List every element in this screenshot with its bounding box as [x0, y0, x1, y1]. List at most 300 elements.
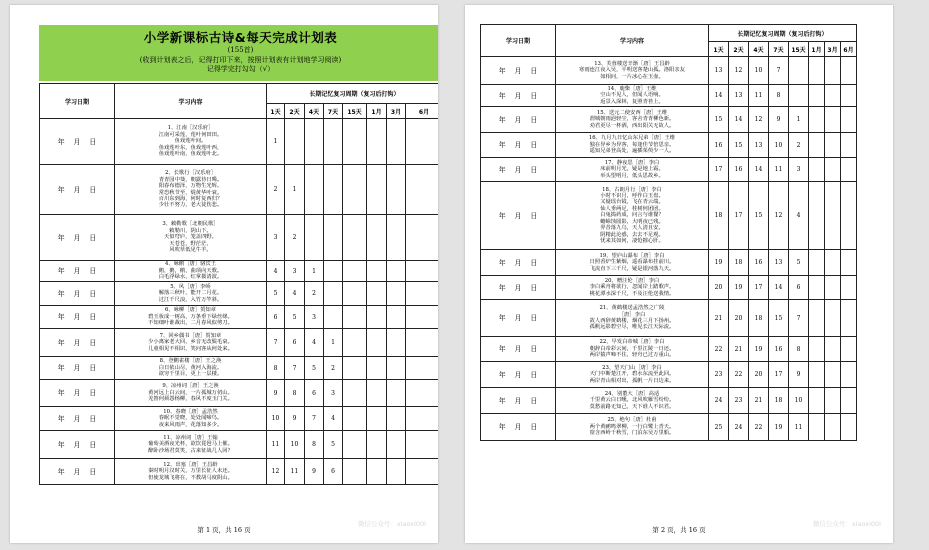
table-row [481, 276, 857, 300]
review-check-cell[interactable] [809, 85, 825, 107]
review-check-cell[interactable]: 6 [324, 459, 343, 485]
table-row [40, 215, 439, 261]
review-check-cell[interactable] [841, 362, 857, 388]
review-check-cell[interactable]: 2 [789, 133, 809, 158]
review-check-cell[interactable]: 15 [709, 107, 729, 133]
review-check-cell[interactable]: 17 [709, 158, 729, 182]
review-check-cell[interactable] [367, 431, 387, 459]
review-check-cell[interactable]: 9 [285, 407, 305, 431]
table-row [481, 57, 857, 85]
review-check-cell[interactable]: 3 [789, 158, 809, 182]
review-check-cell[interactable]: 25 [709, 414, 729, 441]
review-check-cell[interactable]: 7 [305, 407, 324, 431]
study-date-cell: 年 月 日 [481, 250, 556, 276]
review-check-cell[interactable] [809, 133, 825, 158]
poem-content-cell: 12、出塞［唐］王昌龄 秦时明月汉时关，万里长征人未还。 但使龙城飞将在，不教胡马度阴山。 [115, 459, 267, 485]
review-check-cell[interactable] [343, 261, 367, 282]
poem-content-cell: 23、望天门山［唐］李白 天门中断楚江开，碧水东流至此回。 两岸青山相对出，孤帆一片日边来。 [556, 362, 709, 388]
review-check-cell[interactable] [367, 306, 387, 329]
review-check-cell[interactable]: 14 [769, 276, 789, 300]
review-check-cell[interactable] [387, 282, 406, 306]
table-row [481, 107, 857, 133]
review-check-cell[interactable]: 8 [305, 431, 324, 459]
study-date-cell: 年 月 日 [40, 329, 115, 357]
poem-content-cell: 17、静夜思［唐］李白 床前明月光，疑是地上霜。 举头望明月，低头思故乡。 [556, 158, 709, 182]
review-check-cell[interactable]: 10 [789, 388, 809, 414]
poem-content-cell: 13、芙蓉楼送辛渐［唐］王昌龄 寒雨连江夜入吴，平明送客楚山孤。洛阳亲友 如相问，一片冰心在玉壶。 [556, 57, 709, 85]
review-check-cell[interactable] [809, 276, 825, 300]
review-check-cell[interactable]: 15 [729, 133, 749, 158]
table-row [40, 306, 439, 329]
day-column-header: 6月 [406, 104, 439, 119]
review-check-cell[interactable] [367, 407, 387, 431]
plan-title: 小学新课标古诗&每天完成计划表 [143, 30, 338, 45]
review-check-cell[interactable] [406, 282, 439, 306]
review-check-cell[interactable] [841, 300, 857, 337]
table-row [40, 407, 439, 431]
review-check-cell[interactable] [367, 261, 387, 282]
review-check-cell[interactable]: 17 [729, 182, 749, 250]
study-date-cell: 年 月 日 [481, 300, 556, 337]
review-check-cell[interactable] [324, 306, 343, 329]
review-check-cell[interactable]: 12 [749, 107, 769, 133]
day-column-header: 2天 [285, 104, 305, 119]
review-check-cell[interactable] [809, 158, 825, 182]
review-check-cell[interactable]: 7 [789, 300, 809, 337]
review-check-cell[interactable] [343, 282, 367, 306]
review-check-cell[interactable] [367, 282, 387, 306]
review-check-cell[interactable]: 14 [749, 158, 769, 182]
review-check-cell[interactable]: 9 [267, 380, 285, 407]
table-row [481, 414, 857, 441]
review-check-cell[interactable] [367, 215, 387, 261]
review-check-cell[interactable] [367, 165, 387, 215]
review-check-cell[interactable]: 9 [305, 459, 324, 485]
poem-content-cell: 18、古朗月行［唐］李白 小时不识月，呼作白玉盘。 又疑瑶台镜，飞在青云端。 仙人垂两足，桂树何团团。 白兔捣药成，问言与谁餐？ 蟾蜍蚀圆影，大明夜已残。 羿昔落九乌，天人清且安。 阴精此沦惑，去去不足观。 忧来其如何，凄怆摧心肝。 [556, 182, 709, 250]
review-check-cell[interactable] [324, 165, 343, 215]
review-check-cell[interactable] [387, 165, 406, 215]
poem-count: (155首) [227, 46, 254, 54]
review-check-cell[interactable]: 13 [749, 133, 769, 158]
review-check-cell[interactable]: 18 [769, 388, 789, 414]
review-check-cell[interactable]: 13 [769, 250, 789, 276]
study-date-cell: 年 月 日 [481, 337, 556, 362]
day-column-header: 3月 [825, 42, 841, 57]
poem-content-cell: 21、黄鹤楼送孟浩然之广陵 ［唐］李白 故人西辞黄鹤楼，烟花三月下扬州。 孤帆远影碧空尽，唯见长江天际流。 [556, 300, 709, 337]
study-date-cell: 年 月 日 [481, 388, 556, 414]
poem-content-cell: 20、赠汪伦［唐］李白 李白乘舟将欲行，忽闻岸上踏歌声。 桃花潭水深千尺，不及汪伦送我情。 [556, 276, 709, 300]
poem-content-cell: 4、咏鹅［唐］骆宾王 鹅，鹅，鹅，曲项向天歌。 白毛浮绿水，红掌拨清波。 [115, 261, 267, 282]
review-check-cell[interactable] [841, 388, 857, 414]
review-check-cell[interactable] [825, 85, 841, 107]
review-check-cell[interactable] [841, 107, 857, 133]
review-check-cell[interactable] [406, 306, 439, 329]
review-check-cell[interactable] [825, 182, 841, 250]
review-check-cell[interactable] [343, 459, 367, 485]
table-row [481, 362, 857, 388]
review-check-cell[interactable] [825, 107, 841, 133]
review-check-cell[interactable] [825, 362, 841, 388]
review-check-cell[interactable]: 8 [285, 380, 305, 407]
table-row [40, 165, 439, 215]
review-check-cell[interactable]: 3 [324, 380, 343, 407]
review-check-cell[interactable]: 13 [709, 57, 729, 85]
table-row [481, 300, 857, 337]
review-check-cell[interactable]: 4 [267, 261, 285, 282]
review-check-cell[interactable] [825, 133, 841, 158]
poem-content-cell: 14、鹿柴［唐］王维 空山不见人，但闻人语响。 返景入深林，复照青苔上。 [556, 85, 709, 107]
plan-header [39, 25, 438, 81]
review-cycle-header: 长期记忆复习周期（复习后打钩） [709, 25, 857, 42]
table-row [481, 388, 857, 414]
review-check-cell[interactable]: 6 [285, 329, 305, 357]
study-date-cell: 年 月 日 [481, 133, 556, 158]
review-check-cell[interactable]: 14 [709, 85, 729, 107]
review-check-cell[interactable] [825, 250, 841, 276]
watermark: 微信公众号：xiaoxi00l [812, 520, 881, 528]
review-check-cell[interactable]: 5 [305, 357, 324, 380]
review-check-cell[interactable]: 24 [729, 414, 749, 441]
study-date-cell: 年 月 日 [481, 362, 556, 388]
table-row [40, 282, 439, 306]
review-check-cell[interactable]: 20 [709, 276, 729, 300]
study-date-cell: 年 月 日 [481, 414, 556, 441]
review-check-cell[interactable]: 9 [789, 362, 809, 388]
review-check-cell[interactable]: 9 [769, 107, 789, 133]
study-date-cell: 年 月 日 [40, 459, 115, 485]
content-column-header: 学习内容 [556, 25, 709, 57]
review-check-cell[interactable]: 8 [769, 85, 789, 107]
review-check-cell[interactable]: 7 [285, 357, 305, 380]
review-check-cell[interactable] [343, 306, 367, 329]
study-date-cell: 年 月 日 [40, 407, 115, 431]
day-column-header: 15天 [343, 104, 367, 119]
review-check-cell[interactable]: 15 [749, 182, 769, 250]
watermark: 微信公众号：xiaoxi00l [357, 520, 426, 528]
review-check-cell[interactable]: 19 [749, 337, 769, 362]
review-check-cell[interactable] [809, 57, 825, 85]
table-row [481, 337, 857, 362]
review-check-cell[interactable]: 21 [749, 388, 769, 414]
poem-content-cell: 22、早发白帝城［唐］李白 朝辞白帝彩云间，千里江陵一日还。 两岸猿声啼不住，轻舟已过万重山。 [556, 337, 709, 362]
review-check-cell[interactable]: 4 [285, 282, 305, 306]
review-check-cell[interactable] [809, 414, 825, 441]
review-check-cell[interactable]: 24 [709, 388, 729, 414]
review-check-cell[interactable]: 7 [769, 57, 789, 85]
table-row [481, 250, 857, 276]
poem-content-cell: 15、送元二使安西［唐］王维 渭城朝雨浥轻尘，客舍青青柳色新。 劝君更尽一杯酒，西出阳关无故人。 [556, 107, 709, 133]
poem-content-cell: 8、登鹳雀楼［唐］王之涣 白日依山尽，黄河入海流。 欲穷千里目，更上一层楼。 [115, 357, 267, 380]
review-check-cell[interactable] [841, 158, 857, 182]
page-footer: 第 2 页，共 16 页 [652, 526, 706, 534]
review-check-cell[interactable] [305, 165, 324, 215]
review-check-cell[interactable] [343, 431, 367, 459]
review-check-cell[interactable]: 8 [267, 357, 285, 380]
review-check-cell[interactable]: 4 [305, 329, 324, 357]
review-check-cell[interactable] [305, 119, 324, 165]
study-date-cell: 年 月 日 [40, 357, 115, 380]
review-check-cell[interactable] [825, 388, 841, 414]
review-check-cell[interactable]: 2 [285, 215, 305, 261]
review-check-cell[interactable] [343, 119, 367, 165]
review-check-cell[interactable] [841, 276, 857, 300]
table-row [40, 357, 439, 380]
poem-content-cell: 3、敕勒歌［北朝民歌］ 敕勒川，阴山下。 天似穹庐，笼盖四野。 天苍苍，野茫茫， 风吹草低见牛羊。 [115, 215, 267, 261]
review-check-cell[interactable]: 8 [789, 337, 809, 362]
review-check-cell[interactable] [809, 107, 825, 133]
review-check-cell[interactable] [789, 57, 809, 85]
review-check-cell[interactable] [809, 300, 825, 337]
review-check-cell[interactable] [387, 261, 406, 282]
review-check-cell[interactable]: 1 [324, 329, 343, 357]
date-column-header: 学习日期 [40, 84, 115, 119]
day-column-header: 15天 [789, 42, 809, 57]
review-check-cell[interactable] [825, 57, 841, 85]
review-check-cell[interactable]: 10 [267, 407, 285, 431]
content-column-header: 学习内容 [115, 84, 267, 119]
poem-content-cell: 9、凉州词［唐］王之涣 黄河远上白云间，一片孤城万仞山。 羌笛何须怨杨柳，春风不度玉门关。 [115, 380, 267, 407]
review-check-cell[interactable]: 1 [305, 261, 324, 282]
review-check-cell[interactable] [367, 380, 387, 407]
review-check-cell[interactable]: 5 [789, 250, 809, 276]
table-row [40, 459, 439, 485]
review-check-cell[interactable] [841, 85, 857, 107]
poem-content-cell: 5、风［唐］李峤 解落三秋叶，能开二月花。 过江千尺浪，入竹万竿斜。 [115, 282, 267, 306]
review-check-cell[interactable] [305, 215, 324, 261]
review-check-cell[interactable] [387, 380, 406, 407]
review-check-cell[interactable] [387, 357, 406, 380]
study-date-cell: 年 月 日 [40, 165, 115, 215]
review-check-cell[interactable] [825, 158, 841, 182]
day-column-header: 1天 [267, 104, 285, 119]
review-check-cell[interactable]: 2 [305, 282, 324, 306]
review-check-cell[interactable] [387, 431, 406, 459]
day-column-header: 4天 [305, 104, 324, 119]
review-check-cell[interactable]: 17 [749, 276, 769, 300]
review-check-cell[interactable]: 5 [267, 282, 285, 306]
review-check-cell[interactable] [406, 431, 439, 459]
review-check-cell[interactable]: 18 [749, 300, 769, 337]
review-check-cell[interactable] [324, 215, 343, 261]
review-check-cell[interactable]: 5 [324, 431, 343, 459]
review-check-cell[interactable] [387, 215, 406, 261]
day-column-header: 4天 [749, 42, 769, 57]
review-check-cell[interactable] [324, 282, 343, 306]
review-check-cell[interactable]: 5 [285, 306, 305, 329]
review-check-cell[interactable] [841, 337, 857, 362]
review-check-cell[interactable]: 18 [729, 250, 749, 276]
day-column-header: 3月 [387, 104, 406, 119]
review-check-cell[interactable] [809, 182, 825, 250]
review-check-cell[interactable] [825, 337, 841, 362]
review-check-cell[interactable] [387, 306, 406, 329]
study-date-cell: 年 月 日 [481, 107, 556, 133]
review-check-cell[interactable] [825, 414, 841, 441]
review-check-cell[interactable]: 12 [267, 459, 285, 485]
review-check-cell[interactable] [343, 407, 367, 431]
review-check-cell[interactable] [367, 357, 387, 380]
review-check-cell[interactable]: 20 [749, 362, 769, 388]
review-check-cell[interactable] [406, 119, 439, 165]
review-check-cell[interactable]: 1 [285, 165, 305, 215]
review-check-cell[interactable]: 22 [729, 362, 749, 388]
review-check-cell[interactable] [367, 119, 387, 165]
review-check-cell[interactable]: 10 [769, 133, 789, 158]
review-check-cell[interactable]: 10 [285, 431, 305, 459]
review-check-cell[interactable] [387, 407, 406, 431]
review-check-cell[interactable] [841, 182, 857, 250]
review-check-cell[interactable] [343, 357, 367, 380]
table-row [481, 85, 857, 107]
poem-content-cell: 25、绝句［唐］杜甫 两个黄鹂鸣翠柳，一行白鹭上青天。 窗含西岭千秋雪，门泊东吴万里船。 [556, 414, 709, 441]
review-check-cell[interactable]: 16 [709, 133, 729, 158]
review-check-cell[interactable]: 11 [267, 431, 285, 459]
review-check-cell[interactable] [406, 357, 439, 380]
review-check-cell[interactable]: 22 [709, 337, 729, 362]
review-check-cell[interactable]: 7 [267, 329, 285, 357]
date-column-header: 学习日期 [481, 25, 556, 57]
review-check-cell[interactable]: 12 [769, 182, 789, 250]
review-check-cell[interactable] [285, 119, 305, 165]
review-check-cell[interactable]: 16 [729, 158, 749, 182]
review-check-cell[interactable]: 14 [729, 107, 749, 133]
review-check-cell[interactable]: 13 [729, 85, 749, 107]
review-check-cell[interactable]: 16 [749, 250, 769, 276]
poem-content-cell: 19、望庐山瀑布［唐］李白 日照香炉生紫烟，遥看瀑布挂前川。 飞流直下三千尺，疑是银河落九天。 [556, 250, 709, 276]
review-check-cell[interactable]: 21 [729, 337, 749, 362]
poem-content-cell: 11、凉州词［唐］王翰 葡萄美酒夜光杯，欲饮琵琶马上催。 醉卧沙场君莫笑，古来征战几人回？ [115, 431, 267, 459]
review-check-cell[interactable]: 4 [789, 182, 809, 250]
review-check-cell[interactable]: 22 [749, 414, 769, 441]
review-check-cell[interactable] [367, 329, 387, 357]
review-check-cell[interactable] [343, 329, 367, 357]
table-row [40, 119, 439, 165]
review-check-cell[interactable]: 6 [267, 306, 285, 329]
review-check-cell[interactable]: 19 [729, 276, 749, 300]
review-check-cell[interactable]: 20 [729, 300, 749, 337]
table-row [481, 158, 857, 182]
review-check-cell[interactable] [367, 459, 387, 485]
review-check-cell[interactable]: 11 [285, 459, 305, 485]
review-check-cell[interactable] [789, 85, 809, 107]
review-check-cell[interactable] [343, 165, 367, 215]
review-check-cell[interactable] [387, 119, 406, 165]
page-footer: 第 1 页，共 16 页 [197, 526, 251, 534]
review-check-cell[interactable] [343, 380, 367, 407]
document-page-1 [10, 5, 438, 543]
review-check-cell[interactable]: 18 [709, 182, 729, 250]
review-check-cell[interactable] [387, 459, 406, 485]
review-check-cell[interactable] [406, 329, 439, 357]
study-date-cell: 年 月 日 [40, 282, 115, 306]
day-column-header: 7天 [769, 42, 789, 57]
review-check-cell[interactable] [343, 215, 367, 261]
review-check-cell[interactable] [825, 276, 841, 300]
study-date-cell: 年 月 日 [40, 215, 115, 261]
review-check-cell[interactable]: 6 [789, 276, 809, 300]
review-check-cell[interactable]: 11 [789, 414, 809, 441]
review-check-cell[interactable]: 15 [769, 300, 789, 337]
poem-content-cell: 2、长歌行［汉乐府］ 青青园中葵，朝露待日晞。 阳春布德泽，万物生光辉。 常恐秋节至，焜黄华叶衰。 百川东到海，何时复西归？ 少壮不努力，老大徒伤悲。 [115, 165, 267, 215]
review-check-cell[interactable]: 19 [709, 250, 729, 276]
review-check-cell[interactable]: 2 [324, 357, 343, 380]
table-row [481, 133, 857, 158]
review-check-cell[interactable] [841, 57, 857, 85]
review-check-cell[interactable]: 4 [324, 407, 343, 431]
review-check-cell[interactable] [841, 250, 857, 276]
study-date-cell: 年 月 日 [40, 380, 115, 407]
review-check-cell[interactable] [387, 329, 406, 357]
review-check-cell[interactable]: 3 [285, 261, 305, 282]
review-check-cell[interactable]: 23 [729, 388, 749, 414]
poem-content-cell: 24、别董大［唐］高适 千里黄云白日曛，北风吹雁雪纷纷。 莫愁前路无知己，天下谁人不识君。 [556, 388, 709, 414]
review-check-cell[interactable]: 23 [709, 362, 729, 388]
study-date-cell: 年 月 日 [40, 261, 115, 282]
review-check-cell[interactable]: 19 [769, 414, 789, 441]
review-check-cell[interactable]: 3 [267, 215, 285, 261]
study-date-cell: 年 月 日 [481, 182, 556, 250]
review-check-cell[interactable]: 1 [267, 119, 285, 165]
poem-content-cell: 16、九月九日忆山东兄弟［唐］王维 独在异乡为异客，每逢佳节倍思亲。 遥知兄弟登高处，遍插茱萸少一人。 [556, 133, 709, 158]
study-date-cell: 年 月 日 [40, 306, 115, 329]
day-column-header: 7天 [324, 104, 343, 119]
review-check-cell[interactable]: 11 [749, 85, 769, 107]
poem-content-cell: 6、咏柳［唐］贺知章 碧玉妆成一树高，万条垂下绿丝绦。 不知细叶谁裁出，二月春风似剪刀。 [115, 306, 267, 329]
review-check-cell[interactable]: 12 [729, 57, 749, 85]
review-check-cell[interactable] [406, 261, 439, 282]
table-row [40, 329, 439, 357]
study-date-cell: 年 月 日 [481, 57, 556, 85]
day-column-header: 2天 [729, 42, 749, 57]
review-check-cell[interactable]: 16 [769, 337, 789, 362]
review-check-cell[interactable] [406, 459, 439, 485]
table-row [40, 261, 439, 282]
review-check-cell[interactable] [406, 407, 439, 431]
plan-table-page-1 [39, 83, 438, 485]
review-check-cell[interactable]: 17 [769, 362, 789, 388]
review-check-cell[interactable] [809, 250, 825, 276]
review-check-cell[interactable] [324, 119, 343, 165]
plan-table-page-2 [480, 24, 857, 441]
review-check-cell[interactable]: 21 [709, 300, 729, 337]
review-check-cell[interactable]: 2 [267, 165, 285, 215]
study-date-cell: 年 月 日 [481, 158, 556, 182]
review-check-cell[interactable]: 6 [305, 380, 324, 407]
review-check-cell[interactable] [825, 300, 841, 337]
review-check-cell[interactable]: 1 [789, 107, 809, 133]
poem-content-cell: 7、回乡偶书［唐］贺知章 少小离家老大回，乡音无改鬓毛衰。 儿童相见不相识，笑问客从何处来。 [115, 329, 267, 357]
review-check-cell[interactable] [406, 380, 439, 407]
review-check-cell[interactable] [406, 215, 439, 261]
review-check-cell[interactable]: 3 [305, 306, 324, 329]
table-row [40, 431, 439, 459]
day-column-header: 6月 [841, 42, 857, 57]
review-check-cell[interactable]: 11 [769, 158, 789, 182]
review-check-cell[interactable] [809, 337, 825, 362]
study-date-cell: 年 月 日 [40, 431, 115, 459]
plan-instruction: (收到计划表之后，记得打印下来，按照计划表有计划地学习阅读) [139, 55, 342, 64]
review-check-cell[interactable] [809, 362, 825, 388]
day-column-header: 1月 [367, 104, 387, 119]
review-check-cell[interactable]: 10 [749, 57, 769, 85]
poem-content-cell: 10、春晓［唐］孟浩然 春眠不觉晓，处处闻啼鸟。 夜来风雨声，花落知多少。 [115, 407, 267, 431]
review-check-cell[interactable] [841, 133, 857, 158]
review-check-cell[interactable] [809, 388, 825, 414]
review-check-cell[interactable] [324, 261, 343, 282]
review-check-cell[interactable] [406, 165, 439, 215]
review-check-cell[interactable] [841, 414, 857, 441]
study-date-cell: 年 月 日 [481, 85, 556, 107]
